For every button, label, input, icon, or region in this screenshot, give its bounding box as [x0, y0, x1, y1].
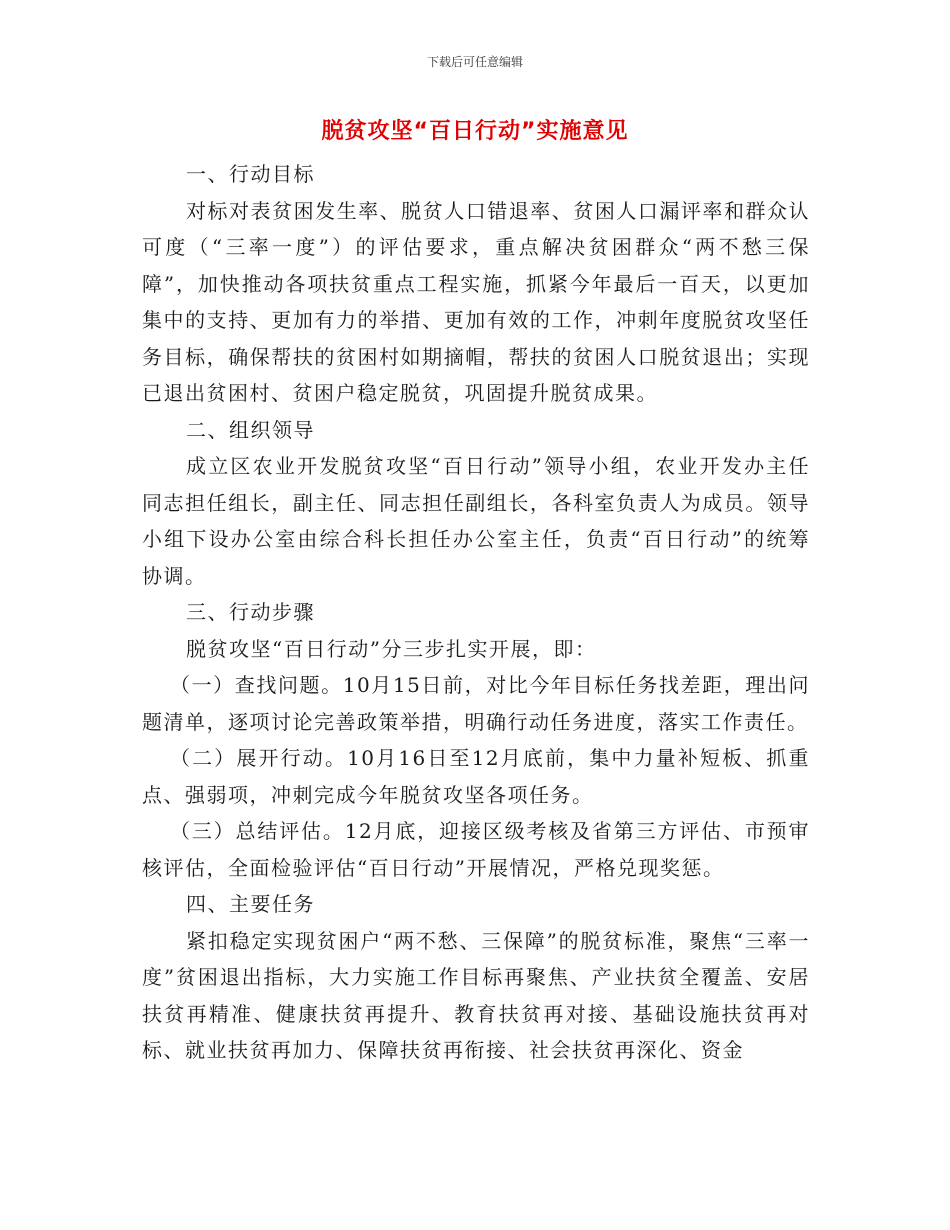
- paragraph-step-3: （三）总结评估。12月底，迎接区级考核及省第三方评估、市预审核评估，全面检验评估“百日行动”开展情况，严格兑现奖惩。: [142, 819, 810, 880]
- section-heading-4: 四、主要任务: [186, 892, 315, 916]
- section-heading-3: 三、行动步骤: [186, 600, 315, 624]
- paragraph-step-1: （一）查找问题。10月15日前，对比今年目标任务找差距，理出问题清单，逐项讨论完善政策举措，明确行动任务进度，落实工作责任。: [142, 673, 810, 734]
- section-heading-1: 一、行动目标: [186, 162, 315, 186]
- paragraph-goal: 对标对表贫困发生率、脱贫人口错退率、贫困人口漏评率和群众认可度（“三率一度”）的评估要求，重点解决贫困群众“两不愁三保障”，加快推动各项扶贫重点工程实施，抓紧今年最后一百天，以更加集中的支持、更加有力的举措、更加有效的工作，冲刺年度脱贫攻坚任务目标，确保帮扶的贫困村如期摘帽，帮扶的贫困人口脱贫退出；实现已退出贫困村、贫困户稳定脱贫，巩固提升脱贫成果。: [142, 198, 810, 405]
- paragraph-leadership: 成立区农业开发脱贫攻坚“百日行动”领导小组，农业开发办主任同志担任组长，副主任、同志担任副组长，各科室负责人为成员。领导小组下设办公室由综合科长担任办公室主任，负责“百日行动”的统筹协调。: [142, 454, 810, 588]
- document-body: [142, 156, 810, 1069]
- paragraph-tasks: 紧扣稳定实现贫困户“两不愁、三保障”的脱贫标准，聚焦“三率一度”贫困退出指标，大力实施工作目标再聚焦、产业扶贫全覆盖、安居扶贫再精准、健康扶贫再提升、教育扶贫再对接、基础设施扶贫再对标、就业扶贫再加力、保障扶贫再衔接、社会扶贫再深化、资金: [142, 928, 810, 1062]
- paragraph-step-2: （二）展开行动。10月16日至12月底前，集中力量补短板、抓重点、强弱项，冲刺完成今年脱贫攻坚各项任务。: [142, 746, 810, 807]
- paragraph-steps-intro: 脱贫攻坚“百日行动”分三步扎实开展，即：: [186, 636, 597, 661]
- page-header: 下载后可任意编辑: [426, 55, 523, 69]
- section-heading-2: 二、组织领导: [186, 417, 315, 442]
- document-title: 脱贫攻坚“百日行动”实施意见: [321, 119, 629, 144]
